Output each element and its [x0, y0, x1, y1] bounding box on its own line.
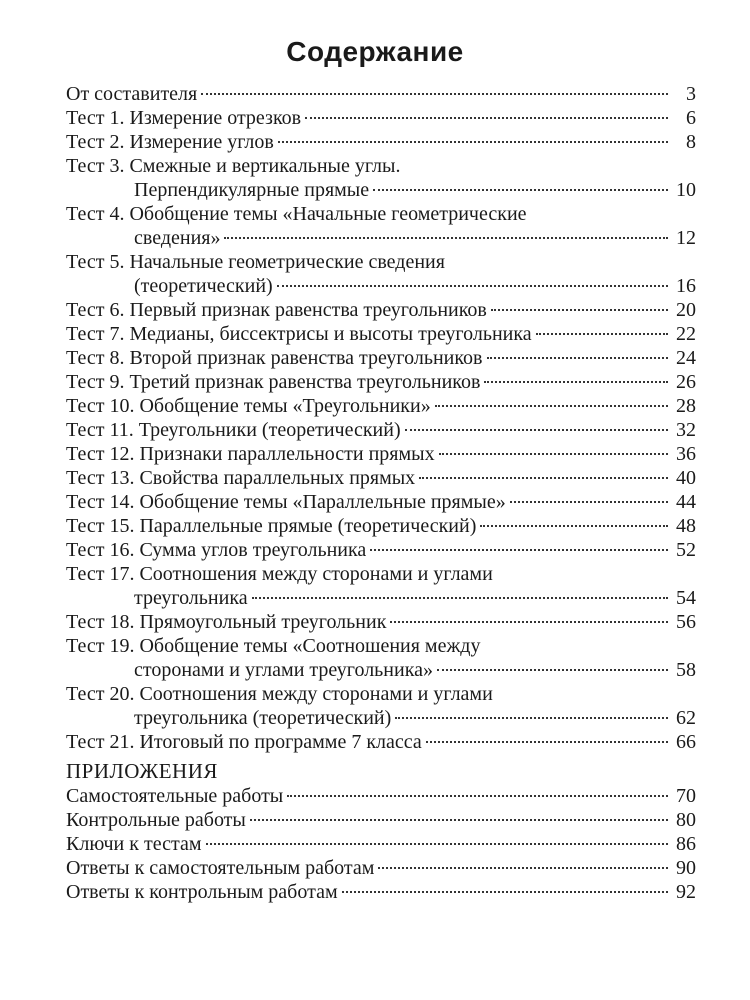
- appendix-list: [66, 784, 696, 904]
- table-of-contents: [66, 82, 696, 904]
- test-label: Тест 8.: [66, 347, 130, 369]
- toc-entry-text: Сумма углов треугольника: [139, 539, 367, 561]
- toc-entry-test-7: [66, 322, 696, 346]
- dot-leader: [252, 597, 668, 599]
- dot-leader: [206, 843, 669, 845]
- toc-entry-text: Медианы, биссектрисы и высоты треугольника: [129, 323, 532, 345]
- toc-entry-test-12: [66, 442, 696, 466]
- test-label: Тест 19.: [66, 635, 140, 657]
- dot-leader: [277, 285, 668, 287]
- dot-leader: [487, 357, 669, 359]
- toc-entry-test-21: [66, 730, 696, 754]
- toc-entry-intro: [66, 82, 696, 106]
- test-label: Тест 9.: [66, 371, 130, 393]
- tests-list: [66, 106, 696, 754]
- toc-entry-text: Третий признак равенства треугольников: [129, 371, 481, 393]
- toc-entry-text: Ответы к контрольным работам: [66, 881, 338, 903]
- toc-entry-text: От составителя: [66, 83, 198, 105]
- dot-leader: [278, 141, 668, 143]
- toc-entry-text: Свойства параллельных прямых: [139, 467, 416, 489]
- dot-leader: [437, 669, 668, 671]
- toc-entry-test-2: [66, 130, 696, 154]
- test-label: Тест 18.: [66, 611, 140, 633]
- toc-entry-text: Ключи к тестам: [66, 833, 202, 855]
- toc-entry-text: Смежные и вертикальные углы.: [129, 155, 401, 177]
- test-label: Тест 1.: [66, 107, 130, 129]
- toc-entry-text: Измерение отрезков: [129, 107, 302, 129]
- toc-page-number: 58: [676, 659, 696, 681]
- toc-entry-text: Измерение углов: [129, 131, 274, 153]
- test-label: Тест 10.: [66, 395, 140, 417]
- toc-page-number: 28: [676, 395, 696, 417]
- toc-page-number: 16: [676, 275, 696, 297]
- toc-page-number: 48: [676, 515, 696, 537]
- test-label: Тест 7.: [66, 323, 130, 345]
- toc-page-number: 86: [676, 833, 696, 855]
- toc-entry-text: Признаки параллельности прямых: [139, 443, 435, 465]
- toc-entry-text: Обобщение темы «Параллельные прямые»: [139, 491, 506, 513]
- test-label: Тест 21.: [66, 731, 140, 753]
- toc-entry-test-15: [66, 514, 696, 538]
- toc-entry-text: Перпендикулярные прямые: [134, 179, 370, 201]
- toc-page-number: 22: [676, 323, 696, 345]
- toc-page-number: 20: [676, 299, 696, 321]
- toc-entry-test-17: [66, 562, 696, 610]
- toc-entry-text: Итоговый по программе 7 класса: [139, 731, 422, 753]
- toc-entry-test-9: [66, 370, 696, 394]
- toc-entry-appendix-3: [66, 832, 696, 856]
- dot-leader: [305, 117, 668, 119]
- dot-leader: [250, 819, 668, 821]
- toc-page-number: 52: [676, 539, 696, 561]
- toc-entry-text: Соотношения между сторонами и углами: [139, 683, 493, 705]
- toc-entry-appendix-4: [66, 856, 696, 880]
- dot-leader: [480, 525, 668, 527]
- dot-leader: [419, 477, 668, 479]
- dot-leader: [484, 381, 668, 383]
- dot-leader: [439, 453, 668, 455]
- toc-entry-text: Контрольные работы: [66, 809, 246, 831]
- toc-page-number: 36: [676, 443, 696, 465]
- test-label: Тест 16.: [66, 539, 140, 561]
- toc-entry-text: сведения»: [134, 227, 221, 249]
- toc-entry-text: треугольника (теоретический): [134, 707, 392, 729]
- toc-page-number: 62: [676, 707, 696, 729]
- dot-leader: [373, 189, 668, 191]
- toc-entry-text: Обобщение темы «Начальные геометрические: [129, 203, 527, 225]
- toc-entry-text: Прямоугольный треугольник: [139, 611, 387, 633]
- test-label: Тест 11.: [66, 419, 139, 441]
- toc-entry-test-4: [66, 202, 696, 250]
- toc-entry-text: (теоретический): [134, 275, 273, 297]
- test-label: Тест 13.: [66, 467, 140, 489]
- toc-entry-test-16: [66, 538, 696, 562]
- toc-entry-test-20: [66, 682, 696, 730]
- test-label: Тест 17.: [66, 563, 140, 585]
- toc-entry-text: Треугольники (теоретический): [138, 419, 401, 441]
- toc-entry-text: Ответы к самостоятельным работам: [66, 857, 375, 879]
- toc-page-number: 66: [676, 731, 696, 753]
- toc-entry-text: сторонами и углами треугольника»: [134, 659, 434, 681]
- dot-leader: [426, 741, 668, 743]
- toc-entry-test-13: [66, 466, 696, 490]
- appendix-heading: ПРИЛОЖЕНИЯ: [66, 759, 218, 783]
- toc-entry-test-11: [66, 418, 696, 442]
- toc-page-number: 80: [676, 809, 696, 831]
- toc-page-number: 26: [676, 371, 696, 393]
- toc-entry-text: Первый признак равенства треугольников: [129, 299, 487, 321]
- test-label: Тест 2.: [66, 131, 130, 153]
- page-title: Содержание: [286, 36, 464, 67]
- toc-entry-test-14: [66, 490, 696, 514]
- toc-page-number: 3: [686, 83, 696, 105]
- test-label: Тест 5.: [66, 251, 130, 273]
- toc-entry-test-3: [66, 154, 696, 202]
- test-label: Тест 4.: [66, 203, 130, 225]
- toc-page-number: 44: [676, 491, 696, 513]
- dot-leader: [201, 93, 668, 95]
- toc-entry-text: Начальные геометрические сведения: [129, 251, 445, 273]
- dot-leader: [510, 501, 668, 503]
- test-label: Тест 3.: [66, 155, 130, 177]
- toc-entry-test-6: [66, 298, 696, 322]
- dot-leader: [378, 867, 668, 869]
- dot-leader: [435, 405, 668, 407]
- toc-page-number: 54: [676, 587, 696, 609]
- toc-entry-test-5: [66, 250, 696, 298]
- toc-entry-test-18: [66, 610, 696, 634]
- toc-page-number: 70: [676, 785, 696, 807]
- toc-entry-test-19: [66, 634, 696, 682]
- toc-page-number: 32: [676, 419, 696, 441]
- toc-page-number: 56: [676, 611, 696, 633]
- toc-page-number: 10: [676, 179, 696, 201]
- dot-leader: [395, 717, 668, 719]
- toc-page-number: 40: [676, 467, 696, 489]
- test-label: Тест 6.: [66, 299, 130, 321]
- dot-leader: [342, 891, 668, 893]
- toc-entry-text: Параллельные прямые (теоретический): [139, 515, 477, 537]
- toc-page-number: 90: [676, 857, 696, 879]
- toc-entry-test-10: [66, 394, 696, 418]
- test-label: Тест 14.: [66, 491, 140, 513]
- toc-entry-appendix-5: [66, 880, 696, 904]
- toc-page-number: 12: [676, 227, 696, 249]
- toc-entry-text: Второй признак равенства треугольников: [129, 347, 483, 369]
- toc-page-number: 24: [676, 347, 696, 369]
- toc-entry-text: треугольника: [134, 587, 248, 609]
- dot-leader: [287, 795, 668, 797]
- dot-leader: [370, 549, 668, 551]
- toc-page-number: 6: [686, 107, 696, 129]
- test-label: Тест 12.: [66, 443, 140, 465]
- dot-leader: [405, 429, 668, 431]
- toc-page-number: 8: [686, 131, 696, 153]
- toc-entry-text: Обобщение темы «Треугольники»: [139, 395, 431, 417]
- test-label: Тест 20.: [66, 683, 140, 705]
- dot-leader: [224, 237, 668, 239]
- dot-leader: [390, 621, 668, 623]
- toc-entry-appendix-2: [66, 808, 696, 832]
- toc-entry-text: Самостоятельные работы: [66, 785, 284, 807]
- toc-entry-appendix-1: [66, 784, 696, 808]
- toc-entry-text: Соотношения между сторонами и углами: [139, 563, 493, 585]
- dot-leader: [536, 333, 668, 335]
- toc-page-number: 92: [676, 881, 696, 903]
- toc-entry-test-8: [66, 346, 696, 370]
- dot-leader: [491, 309, 668, 311]
- toc-entry-text: Обобщение темы «Соотношения между: [139, 635, 481, 657]
- toc-entry-test-1: [66, 106, 696, 130]
- test-label: Тест 15.: [66, 515, 140, 537]
